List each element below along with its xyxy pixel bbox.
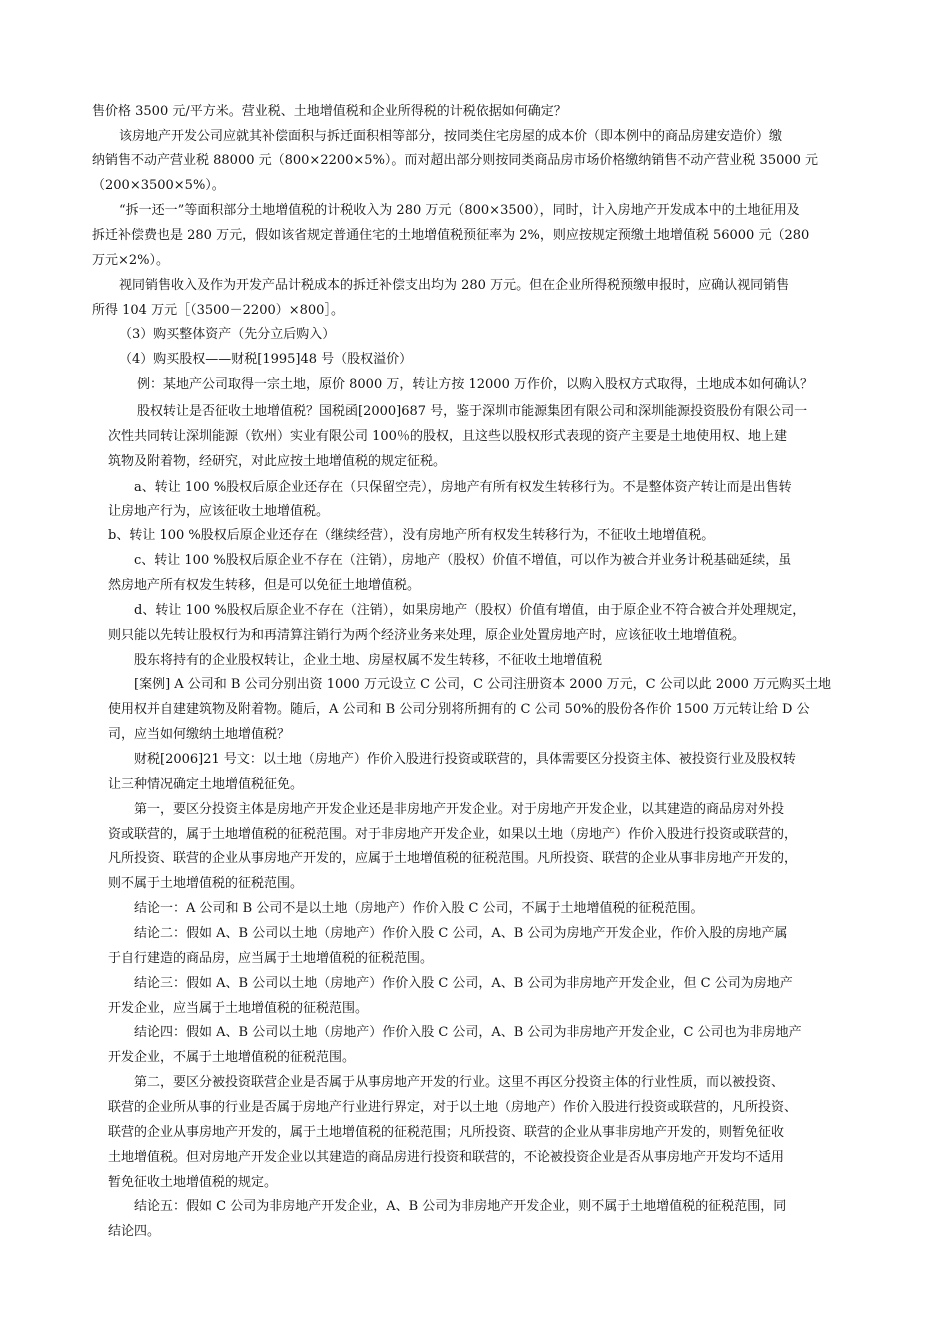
text-line: 则不属于土地增值税的征税范围。 (108, 876, 304, 891)
text-line: 筑物及附着物，经研究，对此应按土地增值税的规定征税。 (108, 454, 447, 469)
text-line: 结论四：假如 A、B 公司以土地（房地产）作价入股 C 公司，A、B 公司为非房地产开发企业，C 公司也为非房地产 (134, 1025, 802, 1040)
text-line: 次性共同转让深圳能源（钦州）实业有限公司 100％的股权，且这些以股权形式表现的资产主要是土地使用权、地上建 (108, 429, 787, 444)
text-line: 资或联营的，属于土地增值税的征税范围。对于非房地产开发企业，如果以土地（房地产）作价入股进行投资或联营的， (108, 827, 798, 842)
text-line: 纳销售不动产营业税 88000 元（800×2200×5%）。而对超出部分则按同类商品房市场价格缴纳销售不动产营业税 35000 元 (92, 153, 819, 168)
text-line: （3）购买整体资产（先分立后购入） (119, 327, 336, 342)
text-line: 则只能以先转让股权行为和再清算注销行为两个经济业务来处理，原企业处置房地产时，应该征收土地增值税。 (108, 628, 746, 643)
text-line: 拆迁补偿费也是 280 万元，假如该省规定普通住宅的土地增值税预征率为 2%，则应按规定预缴土地增值税 56000 元（280 (92, 228, 810, 243)
text-line: 视同销售收入及作为开发产品计税成本的拆迁补偿支出均为 280 万元。但在企业所得税预缴申报时，应确认视同销售 (119, 278, 790, 293)
text-line: 结论五：假如 C 公司为非房地产开发企业，A、B 公司为非房地产开发企业，则不属于土地增值税的征税范围，同 (134, 1199, 787, 1214)
text-line: 司，应当如何缴纳土地增值税？ (108, 727, 291, 742)
text-line: 例：某地产公司取得一宗土地，原价 8000 万，转让方按 12000 万作价，以购入股权方式取得，土地成本如何确认？ (137, 377, 813, 392)
text-line: 万元×2%）。 (92, 253, 170, 268)
text-line: 开发企业，应当属于土地增值税的征税范围。 (108, 1001, 369, 1016)
text-line: 结论一：A 公司和 B 公司不是以土地（房地产）作价入股 C 公司，不属于土地增值税的征税范围。 (134, 901, 704, 916)
text-line: 第一，要区分投资主体是房地产开发企业还是非房地产开发企业。对于房地产开发企业，以其建造的商品房对外投 (134, 802, 785, 817)
text-line: 让三种情况确定土地增值税征免。 (108, 777, 304, 792)
text-line: d、转让 100 %股权后原企业不存在（注销），如果房地产（股权）价值有增值，由于原企业不符合被合并处理规定， (134, 603, 806, 618)
text-line: 该房地产开发公司应就其补偿面积与拆迁面积相等部分，按同类住宅房屋的成本价（即本例中的商品房建安造价）缴 (119, 129, 783, 144)
text-line: c、转让 100 %股权后原企业不存在（注销），房地产（股权）价值不增值，可以作为被合并业务计税基础延续，虽 (134, 553, 792, 568)
text-line: b、转让 100 %股权后原企业还存在（继续经营），没有房地产所有权发生转移行为，不征收土地增值税。 (108, 528, 715, 543)
text-line: 让房地产行为，应该征收土地增值税。 (108, 504, 330, 519)
text-line: 售价格 3500 元/平方米。营业税、土地增值税和企业所得税的计税依据如何确定？ (92, 104, 567, 119)
text-line: 凡所投资、联营的企业从事房地产开发的，应属于土地增值税的征税范围。凡所投资、联营的企业从事非房地产开发的， (108, 851, 798, 866)
text-line: 使用权并自建建筑物及附着物。随后，A 公司和 B 公司分别将所拥有的 C 公司 50%的股份各作价 1500 万元转让给 D 公 (108, 702, 810, 717)
text-line: （200×3500×5%）。 (92, 178, 225, 193)
text-line: [案例] A 公司和 B 公司分别出资 1000 万元设立 C 公司，C 公司注册资本 2000 万元，C 公司以此 2000 万元购买土地 (134, 677, 832, 692)
text-line: 联营的企业所从事的行业是否属于房地产行业进行界定，对于以土地（房地产）作价入股进行投资或联营的，凡所投资、 (108, 1100, 798, 1115)
text-line: 联营的企业从事房地产开发的，属于土地增值税的征税范围；凡所投资、联营的企业从事非房地产开发的，则暂免征收 (108, 1125, 785, 1140)
text-line: 结论三：假如 A、B 公司以土地（房地产）作价入股 C 公司，A、B 公司为非房地产开发企业，但 C 公司为房地产 (134, 976, 793, 991)
text-line: “拆一还一”等面积部分土地增值税的计税收入为 280 万元（800×3500），同时，计入房地产开发成本中的土地征用及 (119, 203, 800, 218)
text-line: 然房地产所有权发生转移，但是可以免征土地增值税。 (108, 578, 421, 593)
text-line: 财税[2006]21 号文：以土地（房地产）作价入股进行投资或联营的，具体需要区分投资主体、被投资行业及股权转 (134, 752, 796, 767)
text-line: 第二，要区分被投资联营企业是否属于从事房地产开发的行业。这里不再区分投资主体的行业性质，而以被投资、 (134, 1075, 785, 1090)
text-line: 股权转让是否征收土地增值税？国税函[2000]687 号，鉴于深圳市能源集团有限公司和深圳能源投资股份有限公司一 (137, 404, 808, 419)
text-line: 土地增值税。但对房地产开发企业以其建造的商品房进行投资和联营的，不论被投资企业是否从事房地产开发均不适用 (108, 1150, 785, 1165)
text-line: （4）购买股权——财税[1995]48 号（股权溢价） (119, 352, 413, 367)
text-line: a、转让 100 %股权后原企业还存在（只保留空壳），房地产有所有权发生转移行为。不是整体资产转让而是出售转 (134, 480, 792, 495)
text-line: 结论二：假如 A、B 公司以土地（房地产）作价入股 C 公司，A、B 公司为房地产开发企业，作价入股的房地产属 (134, 926, 788, 941)
text-line: 暂免征收土地增值税的规定。 (108, 1175, 278, 1190)
text-line: 于自行建造的商品房，应当属于土地增值税的征税范围。 (108, 951, 434, 966)
text-line: 所得 104 万元［（3500－2200）×800］。 (92, 303, 344, 318)
text-line: 股东将持有的企业股权转让，企业土地、房屋权属不发生转移，不征收土地增值税 (134, 653, 603, 668)
text-line: 结论四。 (108, 1224, 161, 1239)
text-line: 开发企业，不属于土地增值税的征税范围。 (108, 1050, 356, 1065)
